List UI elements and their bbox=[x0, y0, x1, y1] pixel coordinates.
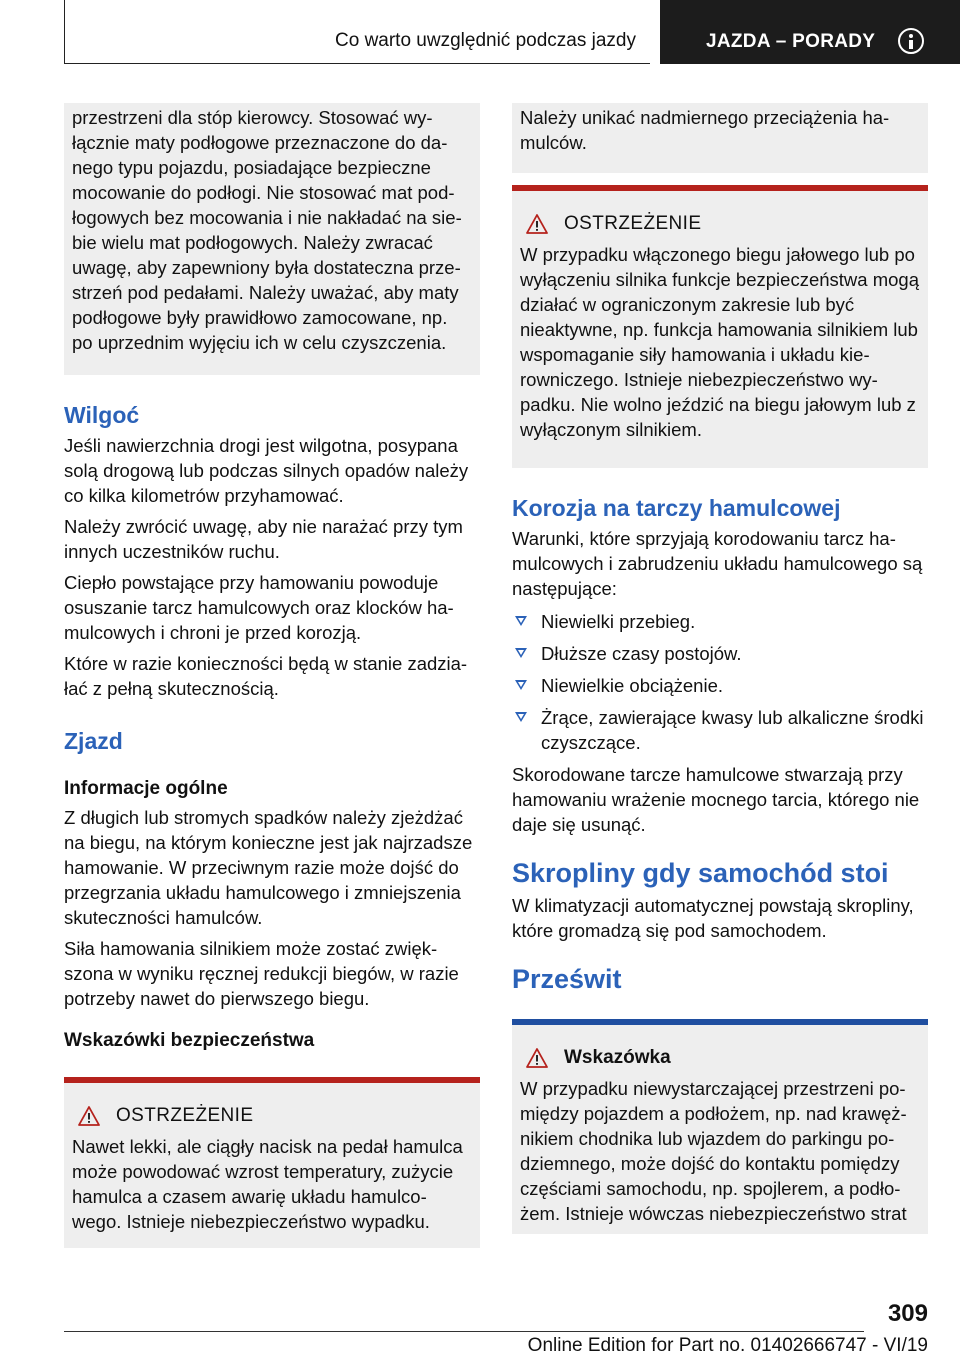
footer-rule bbox=[64, 1331, 864, 1332]
continued-text: Należy unikać nadmiernego przeciążenia ha-mulców. bbox=[520, 107, 890, 153]
info-icon[interactable] bbox=[898, 28, 924, 54]
paragraph: Z długich lub stromych spadków należy zjeżdżać na biegu, na którym konieczne jest jak najrzadsze hamowanie. W przeciwnym razie może dojść do przegrzania układu hamulcowego i zmniejszenia skuteczności hamulców. bbox=[64, 807, 473, 928]
paragraph: Warunki, które sprzyjają korodowaniu tarcz ha-mulcowych i zabrudzeniu układu hamulcowego są następujące: bbox=[512, 528, 923, 599]
warning-triangle-icon bbox=[526, 214, 548, 234]
chapter-tab[interactable] bbox=[660, 0, 960, 64]
warning-text: Nawet lekki, ale ciągły nacisk na pedał hamulca może powodować wzrost temperatury, zużycie hamulca a czasem awarię układu hamulco-wego. Istnieje niebezpieczeństwo wypadku. bbox=[72, 1136, 463, 1232]
header-bottom-rule bbox=[64, 63, 650, 64]
warning-text: W przypadku włączonego biegu jałowego lub po wyłączeniu silnika funkcje bezpieczeństwa mogą działać w ograniczonym zakresie lub być nieaktywne, np. funkcja hamowania silnikiem lub wspomaganie siły hamowania i układu kie-rowniczego. Istnieje niebezpieczeństwo wy-padku. Nie wolno jeździć na biegu jałowym lub z wyłączonym silnikiem. bbox=[520, 244, 919, 440]
note-box bbox=[512, 1019, 928, 1234]
footer-edition: Online Edition for Part no. 01402666747 - VI/19 bbox=[527, 1335, 928, 1356]
heading-korozja: Korozja na tarczy hamulcowej bbox=[512, 495, 841, 521]
list-item: Niewielki przebieg. bbox=[512, 609, 928, 634]
note-text: W przypadku niewystarczającej przestrzeni po-między pojazdem a podłożem, np. nad krawęż-nikiem chodnika lub wjazdem do parkingu po-dziemnego, może dojść do kontaktu pomiędzy częściami samochodu, np. spojlerem, a podło-żem. Istnieje wówczas niebezpieczeństwo strat bbox=[520, 1078, 907, 1224]
page-number: 309 bbox=[887, 1300, 928, 1327]
section-title: Co warto uwzględnić podczas jazdy bbox=[335, 30, 636, 51]
continued-text: przestrzeni dla stóp kierowcy. Stosować wy-łącznie maty podłogowe przeznaczone do da-nego typu pojazdu, posiadające bezpieczne mocowanie do podłogi. Nie stosować mat pod-łogowych bez mocowania i nie nakładać na sie-bie wielu mat podłogowych. Należy zwracać uwagę, aby zapewniony była dostateczna prze-strzeń pod pedałami. Należy uważać, aby maty podłogowe były prawidłowo zamocowane, np. po uprzednim wyjęciu ich w celu czyszczenia. bbox=[72, 107, 462, 353]
heading-wilgoc: Wilgoć bbox=[64, 402, 140, 428]
right-column bbox=[512, 103, 928, 1234]
warning-box bbox=[512, 185, 928, 468]
paragraph: Ciepło powstające przy hamowaniu powoduje osuszanie tarcz hamulcowych oraz klocków ha-mulcowych i chroni je przed korozją. bbox=[64, 572, 454, 643]
paragraph: W klimatyzacji automatycznej powstają skropliny, które gromadzą się pod samochodem. bbox=[512, 895, 914, 941]
warning-title: OSTRZEŻENIE bbox=[564, 213, 702, 234]
header-left-rule bbox=[64, 0, 65, 64]
note-title: Wskazówka bbox=[564, 1047, 671, 1068]
list-item: Dłuższe czasy postojów. bbox=[512, 641, 928, 666]
chapter-title: JAZDA – PORADY bbox=[706, 31, 876, 52]
list-item: Żrące, zawierające kwasy lub alkaliczne środki czyszczące. bbox=[512, 705, 928, 755]
paragraph: Należy zwrócić uwagę, aby nie narażać przy tym innych uczestników ruchu. bbox=[64, 516, 463, 562]
warning-triangle-icon bbox=[78, 1106, 100, 1126]
continued-text-box bbox=[64, 103, 480, 375]
heading-zjazd: Zjazd bbox=[64, 728, 123, 754]
wilgoc-section bbox=[64, 433, 480, 701]
left-column bbox=[64, 103, 480, 1248]
heading-przeswit: Prześwit bbox=[512, 964, 622, 994]
warning-triangle-icon bbox=[526, 1048, 548, 1068]
warning-title: OSTRZEŻENIE bbox=[116, 1105, 254, 1126]
paragraph: Jeśli nawierzchnia drogi jest wilgotna, posypana solą drogową lub podczas silnych opadów należy co kilka kilometrów przyhamować. bbox=[64, 435, 469, 506]
list-item: Niewielkie obciążenie. bbox=[512, 673, 928, 698]
paragraph: Siła hamowania silnikiem może zostać zwięk-szona w wyniku ręcznej redukcji biegów, w razie potrzeby nawet do pierwszego biegu. bbox=[64, 938, 459, 1009]
continued-text-box bbox=[512, 103, 928, 173]
paragraph: Które w razie konieczności będą w stanie zadzia-łać z pełną skutecznością. bbox=[64, 653, 468, 699]
korozja-section bbox=[512, 526, 928, 837]
zjazd-section bbox=[64, 805, 480, 1011]
heading-wskazowki-bezpieczenstwa: Wskazówki bezpieczeństwa bbox=[64, 1030, 315, 1051]
warning-box bbox=[64, 1077, 480, 1248]
korozja-list bbox=[512, 609, 928, 755]
heading-skropliny: Skropliny gdy samochód stoi bbox=[512, 858, 889, 888]
heading-informacje-ogolne: Informacje ogólne bbox=[64, 778, 228, 799]
paragraph: Skorodowane tarcze hamulcowe stwarzają przy hamowaniu wrażenie mocnego tarcia, którego nie daje się usunąć. bbox=[512, 764, 920, 835]
